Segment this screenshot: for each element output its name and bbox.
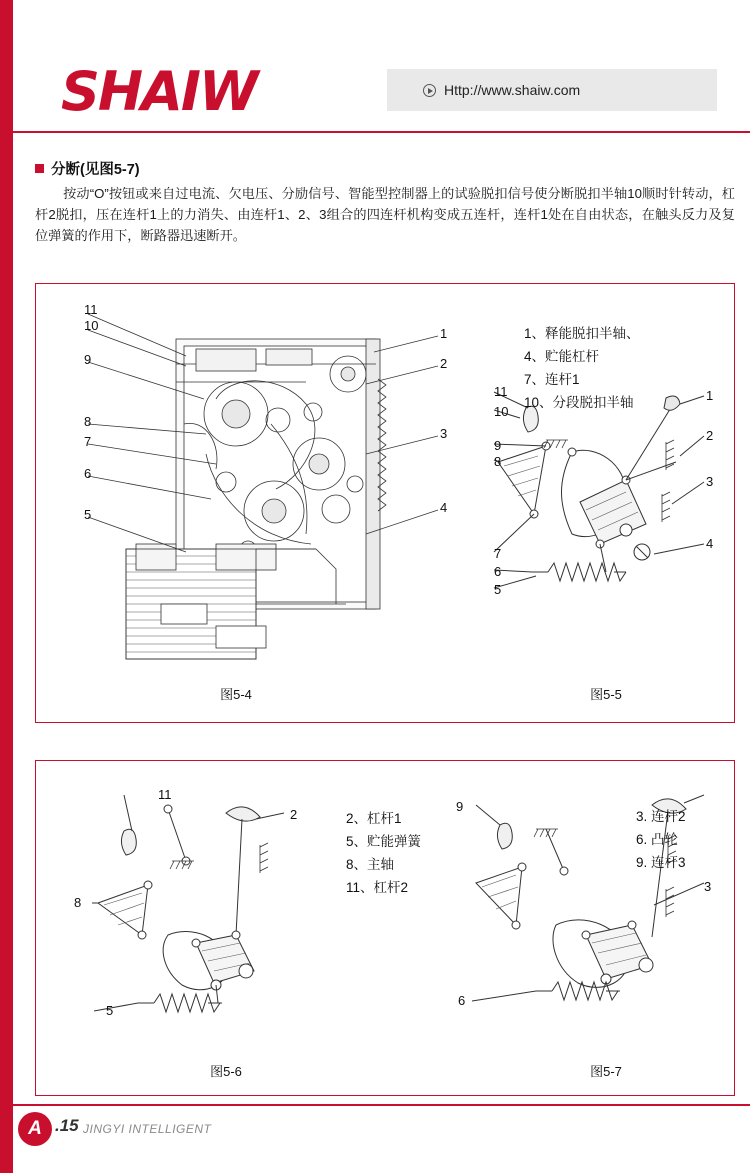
fig55-caption: 图5-5 (590, 687, 622, 702)
figure-panel-bottom (35, 760, 735, 1096)
fig55-callout-7: 7 (494, 546, 502, 561)
fig55-callout-5: 5 (494, 582, 502, 597)
company-logo: SHAIW (61, 60, 257, 123)
body-paragraph-text: 按动“O”按钮或来自过电流、欠电压、分励信号、智能型控制器上的试验脱扣信号使分断脱扣半轴10顺时针转动，杠杆2脱扣，压在连杆1上的力消失、由连杆1、2、3组合的四连杆机构变成五连杆，连杆1处在自由状态，在触头反力及复位弹簧的作用下，断路器迅速断开。 (35, 186, 735, 243)
fig54-caption: 图5-4 (220, 687, 252, 702)
fig56-drawing (76, 785, 316, 1025)
play-circle-icon (423, 84, 436, 97)
fig55-callout-1: 1 (706, 388, 714, 403)
fig54-callout-5: 5 (84, 507, 92, 522)
fig54-drawing (66, 304, 466, 674)
fig55-legend-item-2: 4、贮能杠杆 (524, 349, 600, 364)
bullet-square-icon (35, 164, 44, 173)
fig54-callout-7: 7 (84, 434, 92, 449)
fig56-callout-2: 2 (290, 807, 298, 822)
fig57-callout-6: 6 (458, 993, 466, 1008)
fig55-callout-4: 4 (706, 536, 714, 551)
body-paragraph (35, 183, 735, 246)
fig54-callout-1: 1 (440, 326, 448, 341)
page-footer (13, 1106, 750, 1166)
fig54-callout-6: 6 (84, 466, 92, 481)
fig54-callout-8: 8 (84, 414, 92, 429)
figure-panel-top (35, 283, 735, 723)
fig55-callout-3: 3 (706, 474, 714, 489)
fig56-callout-8: 8 (74, 895, 82, 910)
fig54-callout-2: 2 (440, 356, 448, 371)
fig55-legend (524, 322, 640, 414)
fig57-callout-9: 9 (456, 799, 464, 814)
section-title (35, 158, 140, 179)
fig55-callout-2: 2 (706, 428, 714, 443)
page (13, 0, 750, 1173)
page-number: .15 (55, 1116, 79, 1135)
section-title-text: 分断(见图5-7) (51, 162, 140, 178)
fig54-callout-11: 11 (84, 302, 98, 317)
fig57-callout-3: 3 (704, 879, 712, 894)
fig56-callout-5: 5 (106, 1003, 114, 1018)
fig56-caption: 图5-6 (210, 1064, 242, 1079)
fig54-callout-10: 10 (84, 318, 99, 333)
fig57-legend-item-3: 9. 连杆3 (636, 855, 686, 870)
fig57-legend (636, 805, 686, 874)
fig57-legend-item-2: 6. 凸轮 (636, 832, 679, 847)
fig56-legend (346, 807, 421, 899)
fig55-legend-item-3: 7、连杆1 (524, 372, 580, 387)
fig55-callout-11: 11 (494, 384, 508, 399)
fig56-legend-item-1: 2、杠杆1 (346, 811, 402, 826)
left-edge-bar (0, 0, 13, 1173)
fig55-legend-item-1: 1、释能脱扣半轴、 (524, 326, 640, 341)
fig56-callout-11: 11 (158, 787, 172, 802)
page-header (13, 55, 750, 125)
website-url-text: Http://www.shaiw.com (444, 82, 581, 98)
fig54-callout-4: 4 (440, 500, 448, 515)
fig56-legend-item-2: 5、贮能弹簧 (346, 834, 422, 849)
fig55-legend-item-4: 10、分段脱扣半轴 (524, 395, 634, 410)
fig55-drawing (476, 384, 716, 614)
fig55-callout-8: 8 (494, 454, 502, 469)
footer-brand: JINGYI INTELLIGENT (83, 1122, 212, 1136)
fig56-legend-item-4: 11、杠杆2 (346, 880, 409, 895)
footer-badge: A (18, 1112, 52, 1146)
fig54-callout-3: 3 (440, 426, 448, 441)
fig57-legend-item-1: 3. 连杆2 (636, 809, 686, 824)
fig55-callout-10: 10 (494, 404, 509, 419)
fig55-callout-6: 6 (494, 564, 502, 579)
fig54-callout-9: 9 (84, 352, 92, 367)
fig56-legend-item-3: 8、主轴 (346, 857, 395, 872)
header-divider (13, 131, 750, 133)
fig57-caption: 图5-7 (590, 1064, 622, 1079)
fig55-callout-9: 9 (494, 438, 502, 453)
website-url-box (387, 69, 717, 111)
